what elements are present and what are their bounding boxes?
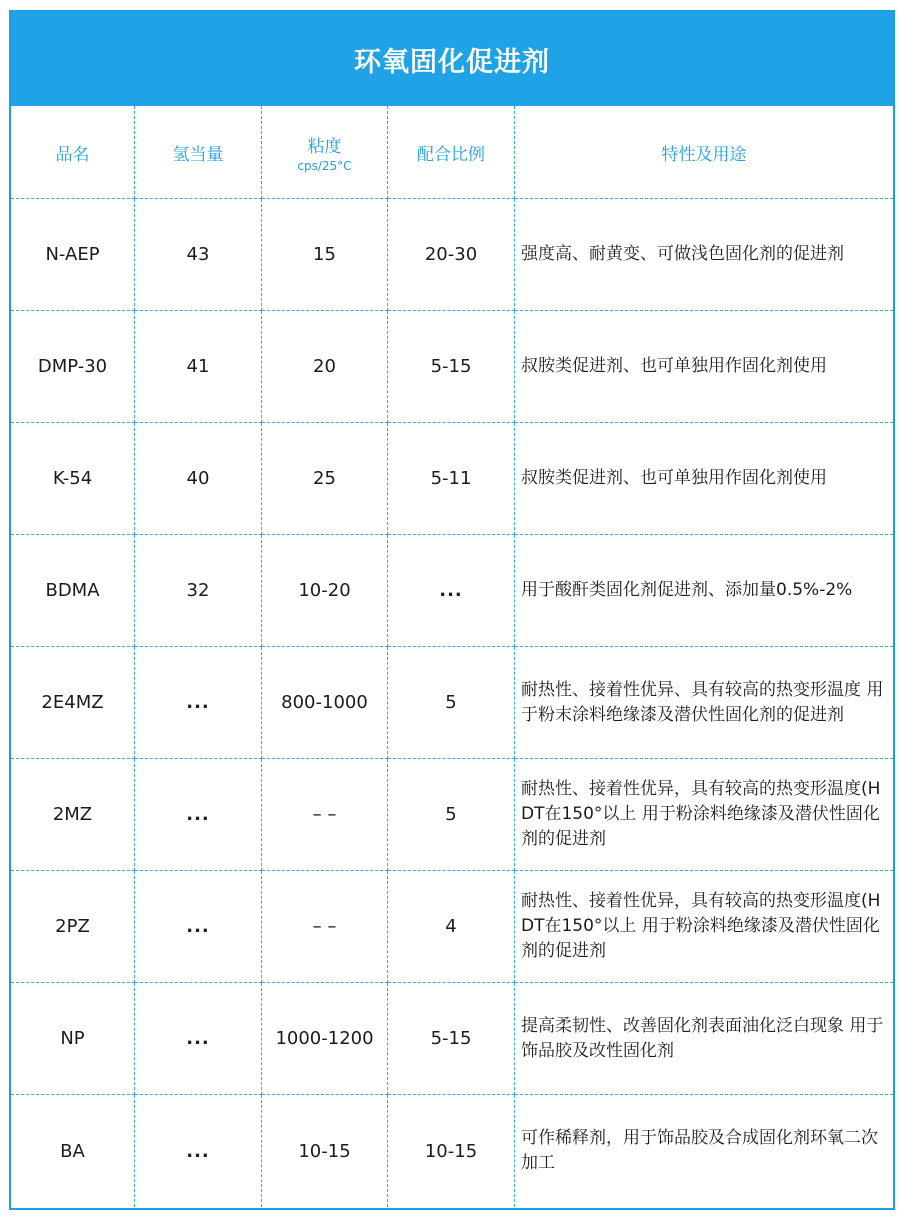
cell-name	[11, 871, 135, 983]
cell-name	[11, 1095, 135, 1207]
cell-name-text: DMP-30	[37, 356, 108, 377]
cell-viscosity-text: 10-15	[298, 1140, 351, 1162]
header-viscosity-unit: cps/25°C	[297, 158, 352, 173]
cell-name-text: K-54	[52, 468, 93, 489]
cell-viscosity	[262, 647, 388, 759]
cell-ratio-text: 4	[445, 916, 457, 937]
cell-viscosity	[262, 983, 388, 1095]
cell-ratio-text: 20-30	[424, 244, 478, 265]
cell-usage	[515, 983, 893, 1095]
title-bar	[11, 12, 893, 106]
cell-hydrogen-eq	[135, 423, 262, 535]
cell-viscosity	[262, 871, 388, 983]
cell-viscosity-text: 10-20	[298, 580, 351, 601]
cell-ratio	[388, 647, 515, 759]
cell-usage	[515, 759, 893, 871]
cell-ratio-text: 5-15	[430, 1028, 472, 1049]
cell-usage-text: 提高柔韧性、改善固化剂表面油化泛白现象 用于饰品胶及改性固化剂	[521, 1015, 884, 1061]
header-name-label: 品名	[55, 144, 90, 165]
cell-viscosity	[262, 535, 388, 647]
cell-usage	[515, 1095, 893, 1207]
cell-usage-text: 耐热性、接着性优异、具有较高的热变形温度 用于粉末涂料绝缘漆及潜伏性固化剂的促进剂	[521, 679, 884, 725]
cell-usage	[515, 647, 893, 759]
cell-ratio-text: 5-15	[430, 356, 472, 377]
cell-hydrogen-eq	[135, 311, 262, 423]
cell-name	[11, 759, 135, 871]
cell-name	[11, 311, 135, 423]
cell-ratio	[388, 423, 515, 535]
header-viscosity	[262, 106, 388, 199]
cell-hydrogen-eq	[135, 647, 262, 759]
cell-hydrogen-eq	[135, 1095, 262, 1207]
cell-viscosity-text: – –	[312, 916, 337, 937]
header-name	[11, 106, 135, 199]
cell-hydrogen-eq-text: 32	[186, 580, 210, 601]
cell-ratio-text: ...	[439, 580, 463, 601]
cell-viscosity-text: – –	[312, 804, 337, 825]
cell-name	[11, 423, 135, 535]
header-ratio-label: 配合比例	[417, 144, 485, 165]
cell-viscosity-text: 25	[313, 468, 336, 489]
cell-usage	[515, 199, 893, 311]
cell-name-text: 2E4MZ	[41, 692, 104, 713]
cell-hydrogen-eq-text: 41	[186, 356, 210, 377]
cell-hydrogen-eq-text: ...	[186, 1140, 210, 1162]
cell-usage-text: 叔胺类促进剂、也可单独用作固化剂使用	[521, 468, 827, 488]
header-hydrogen-eq	[135, 106, 262, 199]
header-hydrogen-eq-label: 氢当量	[172, 144, 224, 165]
cell-hydrogen-eq-text: 43	[186, 244, 210, 265]
cell-ratio-text: 5	[445, 692, 457, 713]
cell-usage-text: 叔胺类促进剂、也可单独用作固化剂使用	[521, 356, 827, 376]
cell-usage	[515, 311, 893, 423]
cell-viscosity-text: 20	[313, 356, 336, 377]
cell-hydrogen-eq	[135, 535, 262, 647]
cell-usage-text: 耐热性、接着性优异，具有较高的热变形温度(HDT在150°以上 用于粉涂料绝缘漆及潜伏性固化剂的促进剂	[521, 779, 881, 849]
cell-viscosity-text: 800-1000	[281, 692, 368, 713]
cell-name	[11, 647, 135, 759]
cell-ratio	[388, 535, 515, 647]
header-viscosity-label: 粘度	[307, 136, 342, 157]
cell-viscosity	[262, 1095, 388, 1207]
cell-ratio	[388, 1095, 515, 1207]
header-ratio	[388, 106, 515, 199]
cell-viscosity-text: 1000-1200	[275, 1028, 374, 1049]
cell-name	[11, 983, 135, 1095]
cell-usage-text: 强度高、耐黄变、可做浅色固化剂的促进剂	[521, 244, 844, 264]
header-usage-label: 特性及用途	[661, 144, 747, 165]
cell-hydrogen-eq	[135, 871, 262, 983]
cell-hydrogen-eq	[135, 759, 262, 871]
cell-name-text: 2PZ	[55, 916, 90, 937]
cell-ratio	[388, 983, 515, 1095]
cell-hydrogen-eq-text: ...	[186, 804, 210, 825]
cell-hydrogen-eq	[135, 983, 262, 1095]
cell-usage-text: 用于酸酐类固化剂促进剂、添加量0.5%-2%	[521, 580, 853, 600]
cell-viscosity	[262, 759, 388, 871]
cell-ratio-text: 5-11	[430, 468, 472, 489]
cell-hydrogen-eq-text: ...	[186, 692, 210, 713]
cell-usage	[515, 423, 893, 535]
cell-viscosity	[262, 199, 388, 311]
product-table-sheet	[9, 10, 895, 1210]
cell-ratio	[388, 311, 515, 423]
header-usage	[515, 106, 893, 199]
cell-ratio	[388, 871, 515, 983]
cell-hydrogen-eq-text: ...	[186, 1028, 210, 1049]
product-table	[11, 106, 893, 1207]
cell-usage	[515, 871, 893, 983]
cell-hydrogen-eq-text: ...	[186, 916, 210, 937]
cell-hydrogen-eq	[135, 199, 262, 311]
cell-usage	[515, 535, 893, 647]
cell-hydrogen-eq-text: 40	[186, 468, 210, 489]
cell-usage-text: 耐热性、接着性优异，具有较高的热变形温度(HDT在150°以上 用于粉涂料绝缘漆及潜伏性固化剂的促进剂	[521, 891, 881, 961]
cell-name-text: BA	[60, 1140, 85, 1162]
cell-name-text: NP	[60, 1028, 85, 1049]
cell-usage-text: 可作稀释剂，用于饰品胶及合成固化剂环氧二次加工	[521, 1128, 878, 1173]
cell-ratio-text: 5	[445, 804, 457, 825]
cell-name-text: N-AEP	[45, 244, 100, 265]
cell-name-text: 2MZ	[52, 804, 93, 825]
cell-ratio-text: 10-15	[424, 1140, 478, 1162]
cell-viscosity-text: 15	[313, 244, 336, 265]
cell-name	[11, 199, 135, 311]
cell-viscosity	[262, 311, 388, 423]
cell-name-text: BDMA	[45, 580, 100, 601]
cell-name	[11, 535, 135, 647]
cell-viscosity	[262, 423, 388, 535]
cell-ratio	[388, 759, 515, 871]
cell-ratio	[388, 199, 515, 311]
page-title: 环氧固化促进剂	[354, 46, 550, 78]
